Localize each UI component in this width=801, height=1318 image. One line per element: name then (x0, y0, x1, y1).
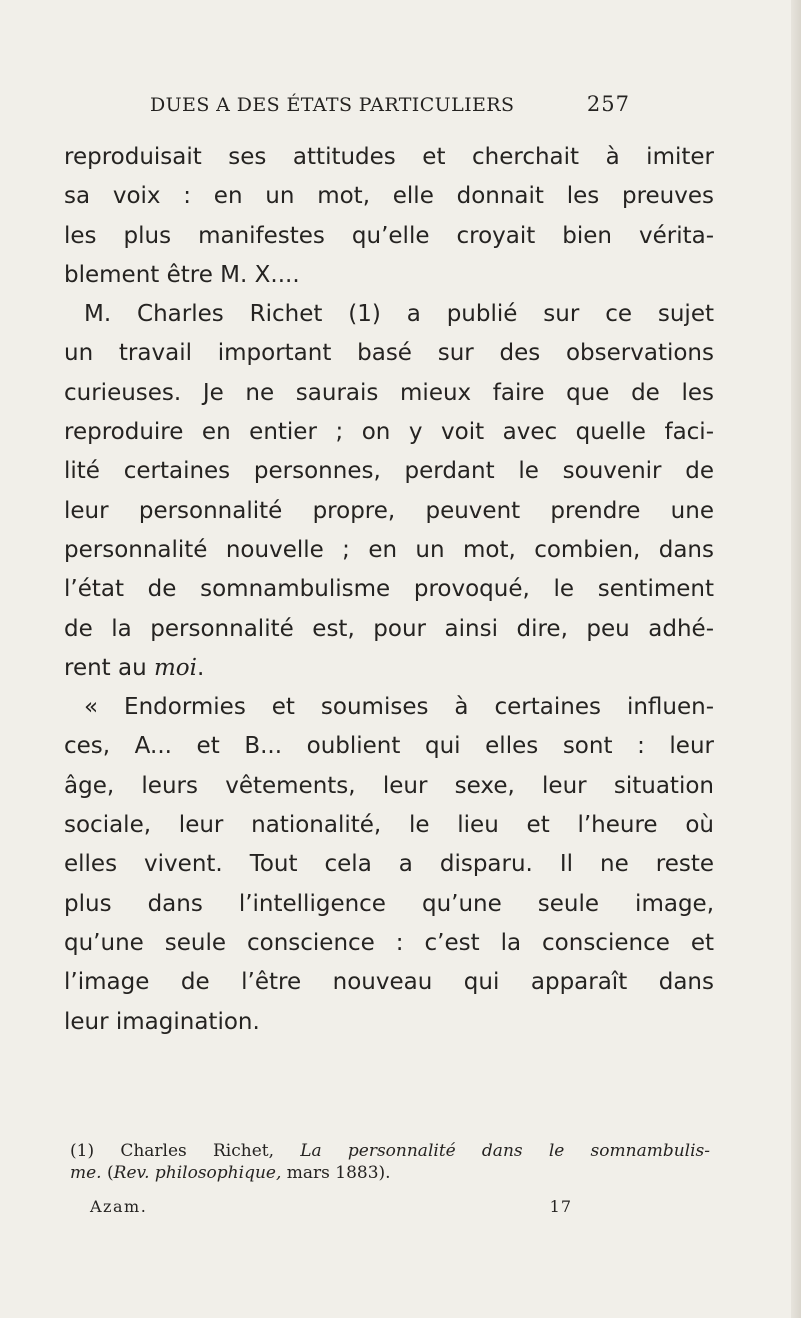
footnote-title-cont: me. (70, 1163, 102, 1183)
italic-word: moi (154, 654, 198, 681)
text-line: leur personnalité propre, peuvent prendre une (64, 497, 714, 524)
text-line: ces, A... et B... oublient qui elles sont : leur (64, 733, 714, 760)
text-line: elles vivent. Tout cela a disparu. Il ne reste (64, 851, 714, 878)
text-line: un travail important basé sur des observations (64, 340, 714, 367)
footnote-paren: ( (107, 1163, 114, 1183)
text-line: blement être M. X.... (64, 261, 300, 288)
text-line: personnalité nouvelle ; en un mot, combien, dans (64, 536, 714, 563)
text-line: lité certaines personnes, perdant le souvenir de (64, 458, 714, 485)
footnote-line (70, 1162, 710, 1184)
signature-row (90, 1197, 572, 1219)
running-head (150, 94, 630, 120)
text-fragment: rent au (64, 654, 154, 681)
footnote-marker: (1) (70, 1141, 95, 1161)
footnote (70, 1140, 710, 1184)
text-line: plus dans l’intelligence qu’une seule image, (64, 890, 714, 917)
footnote-line (70, 1140, 710, 1162)
text-line: M. Charles Richet (1) a publié sur ce sujet (84, 301, 714, 328)
text-line: curieuses. Je ne saurais mieux faire que de les (64, 379, 714, 406)
text-line: reproduire en entier ; on y voit avec quelle faci- (64, 419, 714, 446)
text-line: leur imagination. (64, 1008, 260, 1035)
body-text (64, 138, 714, 1042)
text-line: les plus manifestes qu’elle croyait bien vérita- (64, 222, 714, 249)
sheet-number: 17 (549, 1197, 572, 1216)
page-edge (791, 0, 801, 1318)
text-line: l’état de somnambulisme provoqué, le sentiment (64, 576, 714, 603)
text-line: « Endormies et soumises à certaines influen- (84, 694, 714, 721)
running-title: DUES A DES ÉTATS PARTICULIERS (150, 94, 515, 116)
text-line: l’image de l’être nouveau qui apparaît dans (64, 969, 714, 996)
text-fragment: . (197, 654, 205, 681)
footnote-date: mars 1883). (286, 1163, 391, 1183)
page-number: 257 (586, 92, 630, 116)
text-line: sa voix : en un mot, elle donnait les preuves (64, 183, 714, 210)
text-line (64, 649, 714, 688)
text-line: de la personnalité est, pour ainsi dire, peu adhé- (64, 615, 714, 642)
text-line: reproduisait ses attitudes et cherchait à imiter (64, 144, 714, 170)
footnote-title: La personnalité dans le somnambulis- (300, 1141, 711, 1161)
signature-mark: Azam. (90, 1197, 148, 1216)
text-line: qu’une seule conscience : c’est la conscience et (64, 929, 714, 956)
text-line: sociale, leur nationalité, le lieu et l’heure où (64, 812, 714, 839)
text-line: âge, leurs vêtements, leur sexe, leur situation (64, 772, 714, 799)
footnote-journal: Rev. philosophique, (113, 1163, 282, 1183)
footnote-author: Charles Richet, (120, 1141, 274, 1161)
